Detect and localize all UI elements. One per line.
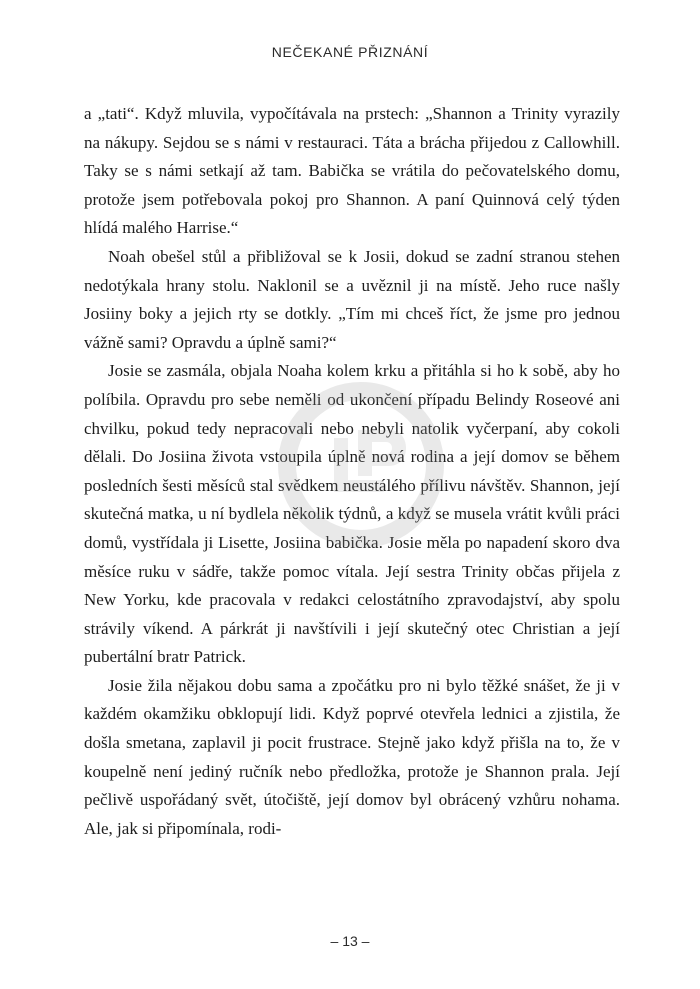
page-number: – 13 –	[330, 933, 370, 949]
paragraph: Josie žila nějakou dobu sama a zpočátku pro ni bylo těžké snášet, že ji v každém okamžiku obklopují lidi. Když poprvé otevřela lednici a zjistila, že došla smetana, zaplavil ji pocit frustrace. Stejně jako když přišla na to, že v koupelně není jediný ručník nebo předložka, protože je Shannon prala. Její pečlivě uspořádaný svět, útočiště, její domov byl obrácený vzhůru nohama. Ale, jak si připomínala, rodi-	[84, 675, 620, 838]
running-head-title: NEČEKANÉ PŘIZNÁNÍ	[271, 44, 429, 60]
paragraph: a „tati“. Když mluvila, vypočítávala na prstech: „Shannon a Trinity vyrazily na nákupy. Sejdou se s námi v restauraci. Táta a brácha přijedou z Callowhill. Taky se s námi setkají až tam. Babička se vrátila do pečovatelského domu, protože jsem potřebovala pokoj pro Shannon. A paní Quinnová celý týden hlídá malého Harrise.“	[84, 104, 620, 238]
paragraph: Noah obešel stůl a přibližoval se k Josii, dokud se zadní stranou stehen nedotýkala hrany stolu. Naklonil se a uvěznil ji na místě. Jeho ruce našly Josiiny boky a jejich rty se dotkly. „Tím mi chceš říct, že jsme pro jednou vážně sami? Opravdu a úplně sami?“	[84, 246, 620, 352]
body-text	[84, 100, 620, 843]
paragraph: Josie se zasmála, objala Noaha kolem krku a přitáhla si ho k sobě, aby ho políbila. Opravdu pro sebe neměli od ukončení případu Belindy Roseové ani chvilku, pokud tedy nepracovali nebo nebyli natolik vyčerpaní, aby cokoli dělali. Do Josiina života vstoupila úplně nová rodina a její domov se během posledních šesti měsíců stal svědkem neustálého přílivu návštěv. Shannon, její skutečná matka, u ní bydlela několik týdnů, a když se musela vrátit kvůli práci domů, vystřídala ji Lisette, Josiina babička. Josie měla po napadení skoro dva měsíce ruku v sádře, takže pomoc vítala. Její sestra Trinity občas přijela z New Yorku, kde pracovala v redakci celostátního zpravodajství, aby spolu strávily víkend. A párkrát ji navštívili i její skutečný otec Christian a její pubertální bratr Patrick.	[84, 361, 620, 667]
